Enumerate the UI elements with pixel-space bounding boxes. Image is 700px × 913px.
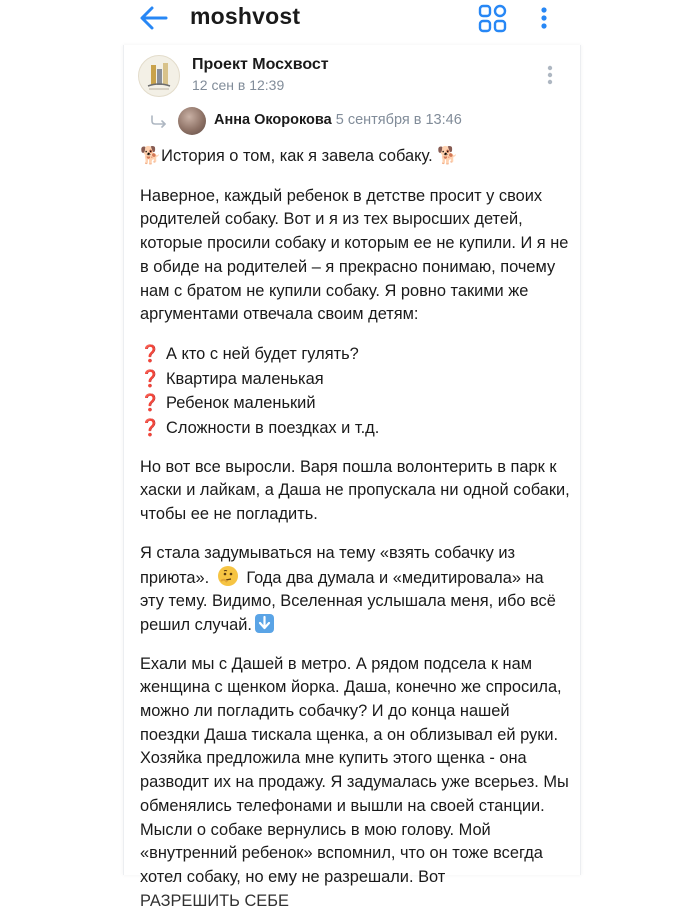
community-avatar[interactable] [138,55,180,97]
arrow-left-icon[interactable] [138,4,170,32]
author-date: 5 сентября в 13:46 [335,112,462,128]
post-title-line [140,145,570,169]
list-item-text: Ребенок маленький [166,394,316,413]
list-item-text: А кто с ней будет гулять? [166,344,359,363]
paragraph-1: Наверное, каждый ребенок в детстве просит у своих родителей собаку. Вот и я из тех выросших детей, которые просили собаку и которым ее не купили. И я не в обиде на родителей – я прекрасно понимаю, почему нам с братом не купили собаку. Я ровно такими же аргументами отвечала своим детям: [140,186,573,324]
post-card [123,45,581,910]
top-bar [0,0,700,40]
repost-author[interactable] [214,112,462,128]
repost-row [124,103,580,139]
arrow-down-icon [255,614,274,633]
paragraph-4: Ехали мы с Дашей в метро. А рядом подсела к нам женщина с щенком йорка. Даша, конечно же спросила, можно ли погладить собачку? И до конца нашей поездки Даша тискала щенка, а он облизывал ей руки. Хозяйка предложила мне купить этого щенка - она разводит их на продажу. Я задумалась уже всерьез. Мы обменялись телефонами и вышли на своей станции. Мысли о собаке вернулись в мою голову. Мой «внутренний ребенок» вспомнил, что он тоже всегда хотел собаку, но ему не разрешали. Вот [140,654,574,886]
apps-grid-icon[interactable] [478,4,508,34]
dog-emoji-icon: 🐕 [140,146,162,166]
question-mark-icon: ❓ [140,393,161,413]
author-avatar[interactable] [178,107,206,135]
list-item [140,391,570,416]
community-name[interactable]: Проект Мосхвост [192,56,329,73]
question-list [140,342,570,441]
list-item [140,342,570,367]
list-item [140,367,570,392]
question-mark-icon: ❓ [140,418,161,438]
list-item-text: Квартира маленькая [166,369,324,388]
post-menu-icon[interactable] [542,63,558,89]
post-text [140,145,575,910]
author-name[interactable]: Анна Окорокова [214,112,332,128]
paragraph-3 [140,542,570,638]
list-item-text: Сложности в поездках и т.д. [166,419,380,438]
more-vertical-icon[interactable] [534,5,554,35]
question-mark-icon: ❓ [140,343,161,363]
thinking-face-icon [218,566,238,586]
paragraph-3-part-1: Я стала задумываться на тему «взять собачку из приюта». [140,543,520,587]
question-mark-icon: ❓ [140,368,161,388]
post-header [124,45,580,105]
post-date[interactable]: 12 сен в 12:39 [192,77,285,93]
paragraph-3-part-2: Года два думала и «медитировала» на эту тему. Видимо, Вселенная услышала меня, ибо всё решил случай. [140,568,561,634]
page-title: moshvost [190,3,301,29]
repost-icon [150,114,168,128]
paragraph-4-cut: РАЗРЕШИТЬ СЕБЕ [140,891,289,910]
dog-emoji-icon: 🐕 [437,146,459,166]
list-item [140,416,570,441]
post-title: История о том, как я завела собаку. [161,147,433,165]
paragraph-2: Но вот все выросли. Варя пошла волонтерить в парк к хаски и лайкам, а Даша не пропускала ни одной собаки, чтобы ее не погладить. [140,457,575,524]
